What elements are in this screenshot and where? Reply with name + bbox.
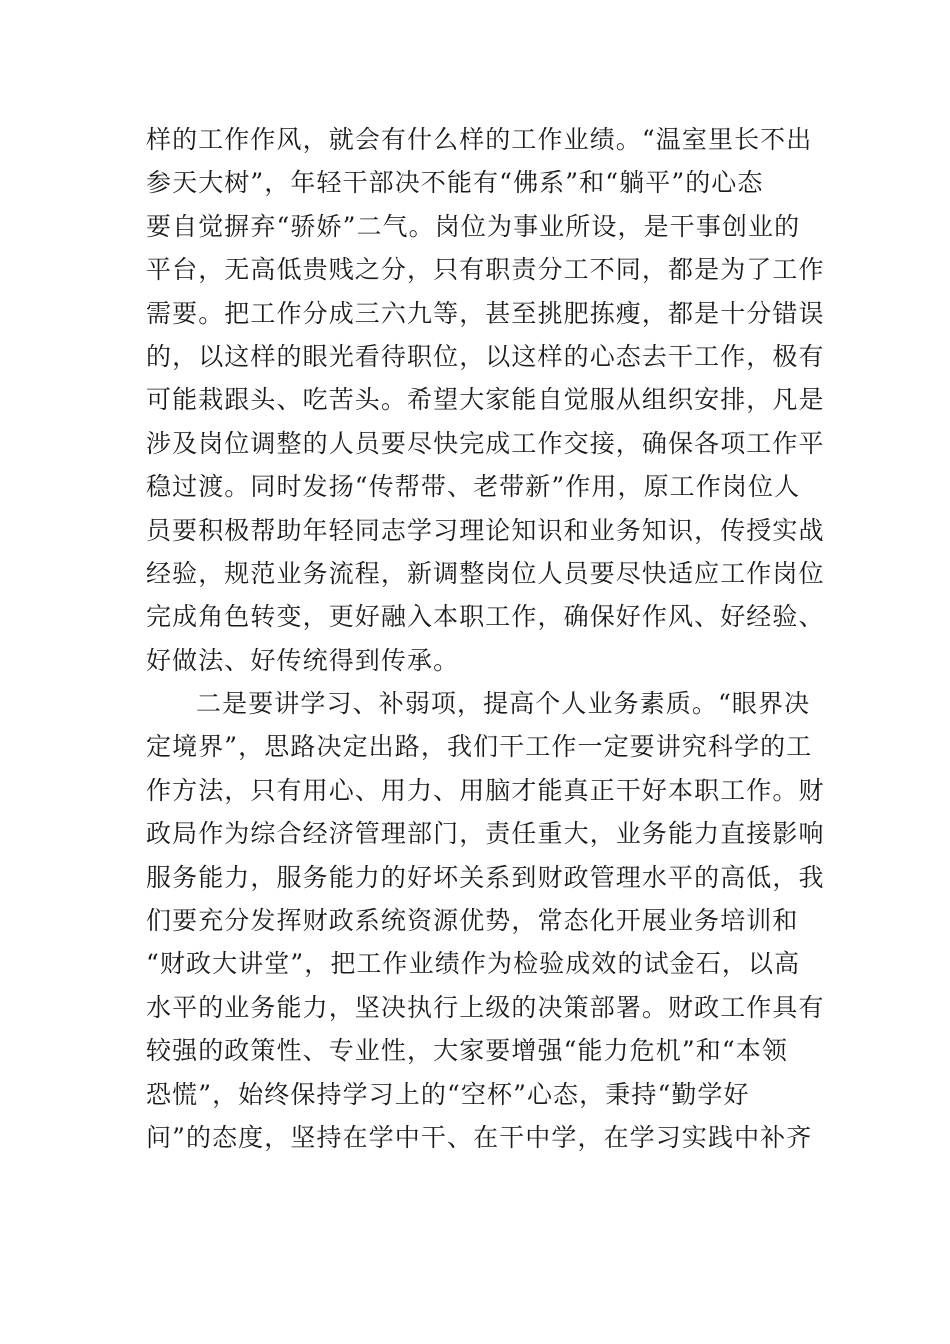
text-line: 稳过渡。同时发扬“传帮带、老带新”作用，原工作岗位人 <box>146 472 801 502</box>
text-line: 们要充分发挥财政系统资源优势，常态化开展业务培训和 <box>146 906 799 936</box>
text-line: 要自觉摒弃“骄娇”二气。岗位为事业所设，是干事创业的 <box>146 211 801 241</box>
text-line: “财政大讲堂”，把工作业绩作为检验成效的试金石，以高 <box>146 949 801 979</box>
text-line: 服务能力，服务能力的好坏关系到财政管理水平的高低，我 <box>146 862 825 892</box>
text-line: 定境界”，思路决定出路，我们干工作一定要讲究科学的工 <box>146 732 813 762</box>
text-line: 恐慌”，始终保持学习上的“空杯”心态，秉持“勤学好 <box>146 1079 750 1109</box>
text-line: 较强的政策性、专业性，大家要增强“能力危机”和“本领 <box>146 1036 788 1066</box>
text-line: 的，以这样的眼光看待职位，以这样的心态去干工作，极有 <box>146 341 825 371</box>
text-line: 水平的业务能力，坚决执行上级的决策部署。财政工作具有 <box>146 992 825 1022</box>
text-line: 经验，规范业务流程，新调整岗位人员要尽快适应工作岗位 <box>146 558 825 588</box>
paragraph-first-line: 二是要讲学习、补弱项，提高个人业务素质。“眼界决 <box>196 689 811 719</box>
text-line: 作方法，只有用心、用力、用脑才能真正干好本职工作。财 <box>146 775 825 805</box>
text-line: 员要积极帮助年轻同志学习理论知识和业务知识，传授实战 <box>146 515 825 545</box>
text-line: 可能栽跟头、吃苦头。希望大家能自觉服从组织安排，凡是 <box>146 385 825 415</box>
text-line: 政局作为综合经济管理部门，责任重大，业务能力直接影响 <box>146 819 825 849</box>
text-line: 问”的态度，坚持在学中干、在干中学，在学习实践中补齐 <box>146 1122 813 1152</box>
text-line: 需要。把工作分成三六九等，甚至挑肥拣瘦，都是十分错误 <box>146 298 825 328</box>
text-line: 样的工作作风，就会有什么样的工作业绩。“温室里长不出 <box>146 125 813 154</box>
text-line: 好做法、好传统得到传承。 <box>146 645 460 675</box>
text-line: 平台，无高低贵贱之分，只有职责分工不同，都是为了工作 <box>146 255 825 285</box>
text-line: 参天大树”，年轻干部决不能有“佛系”和“躺平”的心态 <box>146 168 764 198</box>
text-line: 涉及岗位调整的人员要尽快完成工作交接，确保各项工作平 <box>146 428 825 458</box>
body-text <box>146 118 825 1159</box>
text-line: 完成角色转变，更好融入本职工作，确保好作风、好经验、 <box>146 602 825 632</box>
